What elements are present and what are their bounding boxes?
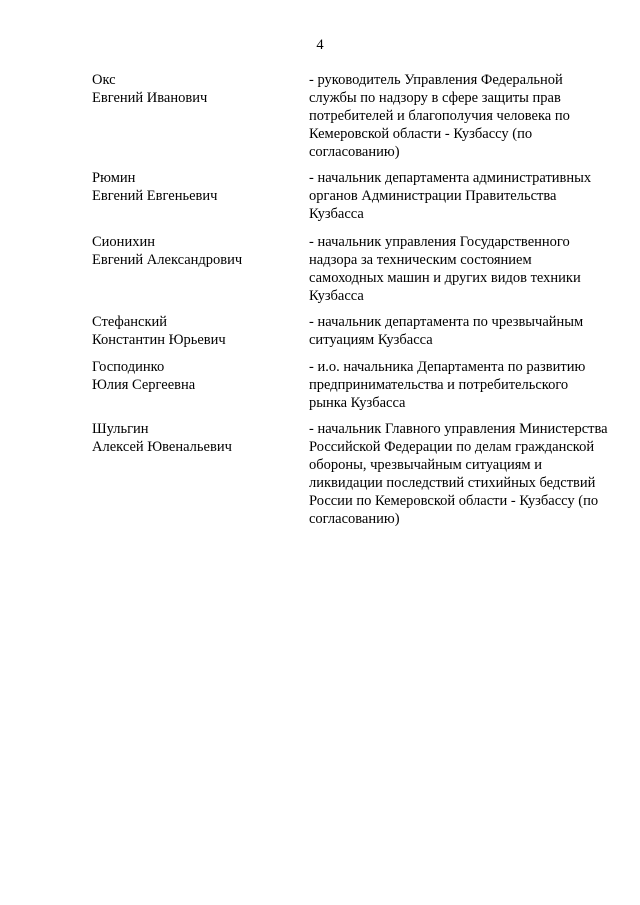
member-role: - начальник Главного управления Министерства Российской Федерации по делам гражданской обороны, чрезвычайным ситуациям и ликвидации последствий стихийных бедствий России по Кемеровской области - Кузбассу (по согласованию)	[309, 421, 608, 527]
member-name	[92, 358, 292, 394]
member-surname: Рюмин	[92, 170, 136, 186]
member-name	[92, 420, 292, 456]
member-given-names: Константин Юрьевич	[92, 332, 226, 348]
member-given-names: Юлия Сергеевна	[92, 377, 196, 393]
member-given-names: Алексей Ювенальевич	[92, 439, 232, 455]
member-role: - и.о. начальника Департамента по развитию предпринимательства и потребительского рынка Кузбасса	[309, 359, 586, 411]
page-number: 4	[316, 37, 324, 53]
member-role: - начальник управления Государственного надзора за техническим состоянием самоходных машин и других видов техники Кузбасса	[309, 234, 581, 304]
member-name	[92, 233, 292, 269]
member-role: - руководитель Управления Федеральной службы по надзору в сфере защиты прав потребителей и благополучия человека по Кемеровской области - Кузбассу (по согласованию)	[309, 72, 570, 160]
member-given-names: Евгений Александрович	[92, 252, 243, 268]
member-name	[92, 169, 292, 205]
member-surname: Стефанский	[92, 314, 168, 330]
member-role: - начальник департамента административных органов Администрации Правительства Кузбасса	[309, 170, 592, 222]
member-given-names: Евгений Иванович	[92, 90, 208, 106]
member-surname: Шульгин	[92, 421, 149, 437]
member-surname: Сионихин	[92, 234, 155, 250]
member-name	[92, 71, 292, 107]
member-surname: Господинко	[92, 359, 165, 375]
member-surname: Окс	[92, 72, 116, 88]
member-role: - начальник департамента по чрезвычайным ситуациям Кузбасса	[309, 314, 584, 348]
member-name	[92, 313, 292, 349]
member-given-names: Евгений Евгеньевич	[92, 188, 218, 204]
